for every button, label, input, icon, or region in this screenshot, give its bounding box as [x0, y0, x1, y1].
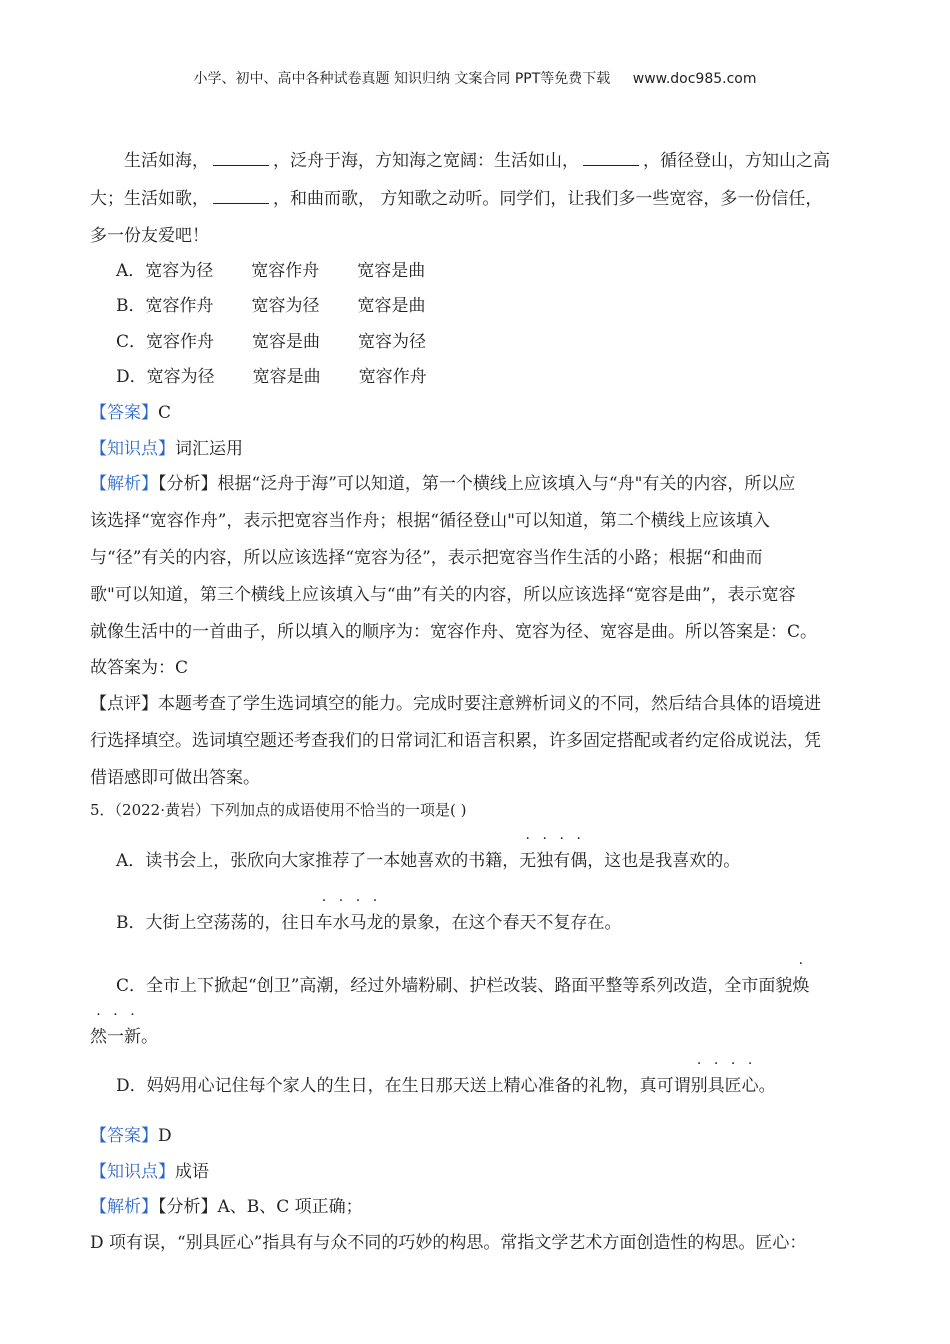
dotted-char: 有	[553, 851, 571, 871]
q4-analysis-line6: 故答案为：C	[90, 658, 189, 678]
dotted-char: 龙	[366, 913, 384, 933]
q5-stem: 5．（2022·黄岩）下列加点的成语使用不恰当的一项是( )	[90, 801, 467, 819]
q4-knowledge-point: 【知识点】词汇运用	[90, 439, 243, 459]
header-url[interactable]: www.doc985.com	[632, 71, 757, 87]
dotted-char: 车	[315, 913, 333, 933]
q5-knowledge-point: 【知识点】成语	[90, 1162, 209, 1182]
header-text: 小学、初中、高中各种试卷真题 知识归纳 文案合同 PPT等免费下载	[193, 71, 611, 87]
q5-answer: 【答案】D	[90, 1126, 172, 1146]
q5-option-c-line2: 然一新。	[90, 1022, 158, 1047]
analysis-tag: 【解析】	[90, 474, 158, 494]
analysis-tag: 【解析】	[90, 1197, 158, 1217]
dotted-char: 焕	[792, 976, 810, 996]
dotted-char: 一	[107, 1027, 124, 1047]
q4-comment-line1: 【点评】本题考查了学生选词填空的能力。完成时要注意辨析词义的不同，然后结合具体的语境进	[90, 694, 821, 714]
page-header	[0, 68, 950, 88]
dotted-char: 马	[349, 913, 367, 933]
q4-comment-line3: 借语感即可做出答案。	[90, 768, 260, 788]
q4-paragraph-line3: 多一份友爱吧！	[90, 226, 209, 246]
q5-analysis-line1: 【解析】【分析】A、B、C 项正确；	[90, 1197, 363, 1217]
knowledge-tag: 【知识点】	[90, 439, 175, 459]
q4-analysis-line2: 该选择“宽容作舟”，表示把宽容当作舟；根据“循径登山"可以知道，第二个横线上应该填入	[90, 511, 770, 531]
knowledge-tag: 【知识点】	[90, 1162, 175, 1182]
dotted-char: 水	[332, 913, 350, 933]
dotted-char: 新	[124, 1027, 141, 1047]
dotted-char: 然	[90, 1027, 107, 1047]
q5-option-b: B．大街上空荡荡的，往日车水马龙的景象，在这个春天不复存在。	[116, 908, 622, 933]
dotted-char: 独	[536, 851, 554, 871]
dotted-char: 具	[707, 1076, 725, 1096]
q5-option-d: D．妈妈用心记住每个家人的生日，在生日那天送上精心准备的礼物，真可谓别具匠心。	[116, 1071, 776, 1096]
dotted-char: 匠	[724, 1076, 742, 1096]
q4-option-b: B．宽容作舟 宽容为径 宽容是曲	[116, 296, 426, 316]
dotted-char: 无	[519, 851, 537, 871]
dotted-char: 别	[690, 1076, 708, 1096]
q4-analysis-line1: 【解析】【分析】根据“泛舟于海”可以知道，第一个横线上应该填入与“舟"有关的内容，所以应	[90, 474, 796, 494]
q4-analysis-line4: 歌"可以知道，第三个横线上应该填入与“曲”有关的内容，所以应该选择“宽容是曲”，表示宽容	[90, 585, 796, 605]
q4-paragraph-line2: 大；生活如歌， ，和曲而歌， 方知歌之动听。同学们，让我们多一些宽容，多一份信任，	[90, 189, 823, 209]
q4-paragraph-line1: 生活如海， ，泛舟于海，方知海之宽阔：生活如山， ，循径登山，方知山之高	[124, 151, 830, 171]
answer-tag: 【答案】	[90, 1126, 158, 1146]
q4-comment-line2: 行选择填空。选词填空题还考查我们的日常词汇和语言积累，许多固定搭配或者约定俗成说法，凭	[90, 731, 821, 751]
q4-option-a: A．宽容为径 宽容作舟 宽容是曲	[116, 261, 426, 281]
fill-blank-2	[583, 151, 639, 166]
dotted-char: 偶	[570, 851, 588, 871]
q4-answer: 【答案】C	[90, 403, 172, 423]
q5-option-a: A．读书会上，张欣向大家推荐了一本她喜欢的书籍，无独有偶，这也是我喜欢的。	[116, 846, 740, 871]
fill-blank-1	[213, 151, 269, 166]
q5-analysis-line2: D 项有误，“别具匠心”指具有与众不同的巧妙的构思。常指文学艺术方面创造性的构思。匠心：	[90, 1233, 807, 1253]
dotted-char: 心	[741, 1076, 759, 1096]
q4-analysis-line3: 与“径”有关的内容，所以应该选择“宽容为径”，表示把宽容当作生活的小路；根据“和曲而	[90, 548, 763, 568]
q4-option-c: C．宽容作舟 宽容是曲 宽容为径	[116, 332, 427, 352]
q4-option-d: D．宽容为径 宽容是曲 宽容作舟	[116, 367, 427, 387]
answer-tag: 【答案】	[90, 403, 158, 423]
q5-option-c-line1: C．全市上下掀起“创卫”高潮，经过外墙粉刷、护栏改装、路面平整等系列改造，全市面貌焕	[116, 971, 809, 996]
q4-analysis-line5: 就像生活中的一首曲子，所以填入的顺序为：宽容作舟、宽容为径、宽容是曲。所以答案是：C。	[90, 622, 818, 642]
fill-blank-3	[213, 189, 269, 204]
